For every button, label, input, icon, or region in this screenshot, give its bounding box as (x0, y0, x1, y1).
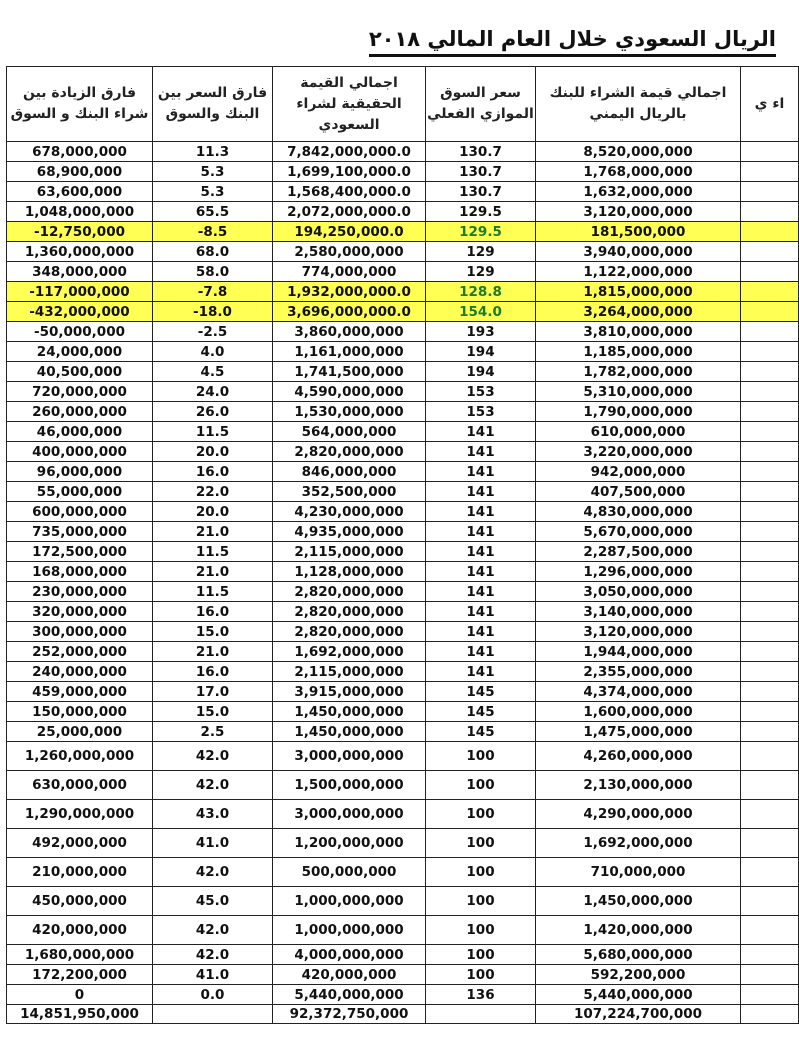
cell-real-value: 3,696,000,000.0 (273, 302, 426, 322)
cell-price-diff: 16.0 (153, 602, 273, 622)
cell-real-value: 2,820,000,000 (273, 622, 426, 642)
cell-increase-diff: -117,000,000 (7, 282, 153, 302)
cell-market-rate: 141 (426, 462, 536, 482)
total-market-rate (426, 1005, 536, 1024)
cell-real-value: 1,500,000,000 (273, 771, 426, 800)
cell-cut-column (741, 182, 799, 202)
cell-cut-column (741, 887, 799, 916)
cell-bank-total: 3,140,000,000 (536, 602, 741, 622)
cell-increase-diff: 1,048,000,000 (7, 202, 153, 222)
cell-real-value: 1,161,000,000 (273, 342, 426, 362)
cell-real-value: 2,580,000,000 (273, 242, 426, 262)
table-row (7, 582, 799, 602)
cell-price-diff: 20.0 (153, 442, 273, 462)
cell-price-diff: 20.0 (153, 502, 273, 522)
cell-cut-column (741, 382, 799, 402)
cell-market-rate: 136 (426, 985, 536, 1005)
table-row (7, 282, 799, 302)
cell-cut-column (741, 742, 799, 771)
cell-bank-total: 4,290,000,000 (536, 800, 741, 829)
cell-cut-column (741, 482, 799, 502)
cell-price-diff: 45.0 (153, 887, 273, 916)
cell-bank-total: 1,600,000,000 (536, 702, 741, 722)
cell-cut-column (741, 662, 799, 682)
cell-market-rate: 100 (426, 965, 536, 985)
cell-market-rate: 153 (426, 402, 536, 422)
cell-cut-column (741, 622, 799, 642)
cell-price-diff: -18.0 (153, 302, 273, 322)
cell-increase-diff: 24,000,000 (7, 342, 153, 362)
cell-bank-total: 3,940,000,000 (536, 242, 741, 262)
cell-market-rate: 128.8 (426, 282, 536, 302)
cell-market-rate: 141 (426, 542, 536, 562)
table-row (7, 985, 799, 1005)
cell-cut-column (741, 945, 799, 965)
cell-increase-diff: 400,000,000 (7, 442, 153, 462)
table-body (7, 142, 799, 1024)
cell-real-value: 1,530,000,000 (273, 402, 426, 422)
table-row (7, 402, 799, 422)
cell-price-diff: 42.0 (153, 858, 273, 887)
cell-cut-column (741, 602, 799, 622)
total-real-value: 92,372,750,000 (273, 1005, 426, 1024)
table-row (7, 142, 799, 162)
cell-bank-total: 592,200,000 (536, 965, 741, 985)
table-row (7, 742, 799, 771)
cell-price-diff: 21.0 (153, 642, 273, 662)
table-row (7, 482, 799, 502)
cell-increase-diff: 96,000,000 (7, 462, 153, 482)
cell-cut-column (741, 402, 799, 422)
cell-bank-total: 610,000,000 (536, 422, 741, 442)
table-row (7, 462, 799, 482)
cell-cut-column (741, 702, 799, 722)
cell-bank-total: 5,310,000,000 (536, 382, 741, 402)
cell-real-value: 5,440,000,000 (273, 985, 426, 1005)
cell-real-value: 3,000,000,000 (273, 800, 426, 829)
cell-cut-column (741, 322, 799, 342)
cell-market-rate: 141 (426, 642, 536, 662)
cell-cut-column (741, 985, 799, 1005)
cell-cut-column (741, 362, 799, 382)
cell-cut-column (741, 422, 799, 442)
cell-increase-diff: 348,000,000 (7, 262, 153, 282)
header-cut-column: اء ي (741, 67, 799, 142)
cell-increase-diff: 1,260,000,000 (7, 742, 153, 771)
cell-increase-diff: 1,680,000,000 (7, 945, 153, 965)
cell-increase-diff: 1,360,000,000 (7, 242, 153, 262)
cell-real-value: 1,932,000,000.0 (273, 282, 426, 302)
cell-price-diff: 16.0 (153, 662, 273, 682)
table-row (7, 622, 799, 642)
cell-market-rate: 100 (426, 945, 536, 965)
cell-increase-diff: -12,750,000 (7, 222, 153, 242)
cell-bank-total: 1,475,000,000 (536, 722, 741, 742)
cell-real-value: 1,200,000,000 (273, 829, 426, 858)
cell-increase-diff: 420,000,000 (7, 916, 153, 945)
cell-increase-diff: 735,000,000 (7, 522, 153, 542)
cell-bank-total: 2,287,500,000 (536, 542, 741, 562)
table-row (7, 542, 799, 562)
cell-cut-column (741, 162, 799, 182)
cell-real-value: 1,450,000,000 (273, 722, 426, 742)
cell-increase-diff: -432,000,000 (7, 302, 153, 322)
cell-bank-total: 8,520,000,000 (536, 142, 741, 162)
cell-cut-column (741, 202, 799, 222)
cell-price-diff: 4.0 (153, 342, 273, 362)
cell-real-value: 2,115,000,000 (273, 662, 426, 682)
cell-bank-total: 3,050,000,000 (536, 582, 741, 602)
table-row (7, 182, 799, 202)
table-row (7, 442, 799, 462)
cell-increase-diff: 600,000,000 (7, 502, 153, 522)
page-title (0, 24, 776, 60)
cell-real-value: 3,860,000,000 (273, 322, 426, 342)
cell-price-diff: 41.0 (153, 829, 273, 858)
header-real-value: اجمالي القيمة الحقيقية لشراء السعودي (273, 67, 426, 142)
cell-increase-diff: 720,000,000 (7, 382, 153, 402)
cell-price-diff: 68.0 (153, 242, 273, 262)
table-header-row (7, 67, 799, 142)
cell-cut-column (741, 829, 799, 858)
cell-increase-diff: 230,000,000 (7, 582, 153, 602)
cell-bank-total: 3,220,000,000 (536, 442, 741, 462)
table-row (7, 602, 799, 622)
cell-price-diff: 65.5 (153, 202, 273, 222)
cell-market-rate: 130.7 (426, 182, 536, 202)
cell-cut-column (741, 302, 799, 322)
cell-market-rate: 100 (426, 887, 536, 916)
cell-increase-diff: -50,000,000 (7, 322, 153, 342)
cell-bank-total: 1,420,000,000 (536, 916, 741, 945)
cell-cut-column (741, 262, 799, 282)
cell-market-rate: 100 (426, 742, 536, 771)
cell-real-value: 352,500,000 (273, 482, 426, 502)
cell-bank-total: 1,768,000,000 (536, 162, 741, 182)
total-price-diff (153, 1005, 273, 1024)
cell-real-value: 7,842,000,000.0 (273, 142, 426, 162)
cell-market-rate: 129.5 (426, 202, 536, 222)
cell-increase-diff: 252,000,000 (7, 642, 153, 662)
cell-price-diff: -7.8 (153, 282, 273, 302)
cell-price-diff: 15.0 (153, 622, 273, 642)
table-row (7, 562, 799, 582)
cell-market-rate: 100 (426, 858, 536, 887)
cell-bank-total: 710,000,000 (536, 858, 741, 887)
cell-bank-total: 407,500,000 (536, 482, 741, 502)
cell-market-rate: 141 (426, 662, 536, 682)
cell-cut-column (741, 222, 799, 242)
cell-increase-diff: 168,000,000 (7, 562, 153, 582)
page-title-text: الريال السعودي خلال العام المالي ٢٠١٨ (369, 24, 776, 57)
cell-increase-diff: 55,000,000 (7, 482, 153, 502)
cell-increase-diff: 240,000,000 (7, 662, 153, 682)
cell-real-value: 1,128,000,000 (273, 562, 426, 582)
cell-bank-total: 3,120,000,000 (536, 622, 741, 642)
table-row (7, 722, 799, 742)
cell-cut-column (741, 242, 799, 262)
cell-price-diff: -2.5 (153, 322, 273, 342)
cell-market-rate: 141 (426, 522, 536, 542)
cell-price-diff: 11.3 (153, 142, 273, 162)
cell-market-rate: 194 (426, 362, 536, 382)
cell-cut-column (741, 562, 799, 582)
cell-price-diff: 21.0 (153, 562, 273, 582)
cell-real-value: 420,000,000 (273, 965, 426, 985)
cell-market-rate: 145 (426, 722, 536, 742)
table-row (7, 502, 799, 522)
cell-price-diff: 4.5 (153, 362, 273, 382)
cell-increase-diff: 172,500,000 (7, 542, 153, 562)
table-row (7, 945, 799, 965)
cell-increase-diff: 1,290,000,000 (7, 800, 153, 829)
table-row (7, 362, 799, 382)
table-row (7, 302, 799, 322)
cell-bank-total: 1,790,000,000 (536, 402, 741, 422)
cell-market-rate: 141 (426, 422, 536, 442)
cell-real-value: 4,230,000,000 (273, 502, 426, 522)
cell-real-value: 2,820,000,000 (273, 442, 426, 462)
cell-real-value: 1,568,400,000.0 (273, 182, 426, 202)
table-row (7, 422, 799, 442)
cell-real-value: 4,000,000,000 (273, 945, 426, 965)
total-bank-total: 107,224,700,000 (536, 1005, 741, 1024)
total-cut-column (741, 1005, 799, 1024)
cell-market-rate: 145 (426, 702, 536, 722)
cell-bank-total: 1,296,000,000 (536, 562, 741, 582)
cell-bank-total: 4,830,000,000 (536, 502, 741, 522)
cell-real-value: 774,000,000 (273, 262, 426, 282)
cell-market-rate: 100 (426, 829, 536, 858)
cell-cut-column (741, 642, 799, 662)
cell-real-value: 2,820,000,000 (273, 602, 426, 622)
cell-real-value: 3,000,000,000 (273, 742, 426, 771)
cell-market-rate: 194 (426, 342, 536, 362)
cell-market-rate: 130.7 (426, 142, 536, 162)
cell-market-rate: 100 (426, 800, 536, 829)
cell-market-rate: 153 (426, 382, 536, 402)
table-row (7, 322, 799, 342)
cell-bank-total: 3,810,000,000 (536, 322, 741, 342)
table-row (7, 771, 799, 800)
table-row (7, 887, 799, 916)
cell-increase-diff: 459,000,000 (7, 682, 153, 702)
cell-real-value: 2,115,000,000 (273, 542, 426, 562)
cell-market-rate: 141 (426, 502, 536, 522)
cell-real-value: 1,699,100,000.0 (273, 162, 426, 182)
cell-increase-diff: 320,000,000 (7, 602, 153, 622)
cell-market-rate: 129 (426, 242, 536, 262)
cell-real-value: 2,820,000,000 (273, 582, 426, 602)
cell-bank-total: 942,000,000 (536, 462, 741, 482)
cell-market-rate: 141 (426, 622, 536, 642)
table-row (7, 522, 799, 542)
cell-cut-column (741, 522, 799, 542)
cell-cut-column (741, 342, 799, 362)
cell-increase-diff: 678,000,000 (7, 142, 153, 162)
cell-market-rate: 129.5 (426, 222, 536, 242)
cell-price-diff: 42.0 (153, 771, 273, 800)
cell-real-value: 194,250,000.0 (273, 222, 426, 242)
cell-real-value: 1,450,000,000 (273, 702, 426, 722)
cell-cut-column (741, 282, 799, 302)
cell-bank-total: 5,670,000,000 (536, 522, 741, 542)
cell-increase-diff: 450,000,000 (7, 887, 153, 916)
cell-price-diff: 58.0 (153, 262, 273, 282)
cell-real-value: 500,000,000 (273, 858, 426, 887)
cell-cut-column (741, 542, 799, 562)
cell-bank-total: 1,692,000,000 (536, 829, 741, 858)
table-row (7, 965, 799, 985)
cell-market-rate: 141 (426, 602, 536, 622)
table-row (7, 662, 799, 682)
cell-real-value: 3,915,000,000 (273, 682, 426, 702)
cell-increase-diff: 300,000,000 (7, 622, 153, 642)
cell-real-value: 1,741,500,000 (273, 362, 426, 382)
cell-market-rate: 141 (426, 562, 536, 582)
cell-bank-total: 181,500,000 (536, 222, 741, 242)
cell-cut-column (741, 142, 799, 162)
table-row (7, 342, 799, 362)
cell-cut-column (741, 722, 799, 742)
cell-bank-total: 1,450,000,000 (536, 887, 741, 916)
cell-bank-total: 1,782,000,000 (536, 362, 741, 382)
totals-row (7, 1005, 799, 1024)
cell-market-rate: 130.7 (426, 162, 536, 182)
cell-market-rate: 141 (426, 582, 536, 602)
cell-increase-diff: 25,000,000 (7, 722, 153, 742)
table-row (7, 642, 799, 662)
cell-increase-diff: 630,000,000 (7, 771, 153, 800)
cell-bank-total: 5,680,000,000 (536, 945, 741, 965)
cell-cut-column (741, 502, 799, 522)
table-row (7, 702, 799, 722)
cell-market-rate: 100 (426, 771, 536, 800)
cell-cut-column (741, 582, 799, 602)
cell-price-diff: 5.3 (153, 182, 273, 202)
table-row (7, 858, 799, 887)
cell-bank-total: 1,815,000,000 (536, 282, 741, 302)
table-row (7, 916, 799, 945)
cell-increase-diff: 150,000,000 (7, 702, 153, 722)
table-row (7, 222, 799, 242)
cell-price-diff: 15.0 (153, 702, 273, 722)
cell-price-diff: 16.0 (153, 462, 273, 482)
cell-real-value: 846,000,000 (273, 462, 426, 482)
cell-price-diff: 26.0 (153, 402, 273, 422)
cell-market-rate: 141 (426, 442, 536, 462)
cell-increase-diff: 46,000,000 (7, 422, 153, 442)
header-increase-diff: فارق الزيادة بين شراء البنك و السوق (7, 67, 153, 142)
cell-cut-column (741, 858, 799, 887)
cell-real-value: 1,692,000,000 (273, 642, 426, 662)
cell-price-diff: 0.0 (153, 985, 273, 1005)
cell-market-rate: 141 (426, 482, 536, 502)
cell-market-rate: 100 (426, 916, 536, 945)
cell-price-diff: 17.0 (153, 682, 273, 702)
cell-market-rate: 145 (426, 682, 536, 702)
cell-market-rate: 193 (426, 322, 536, 342)
header-bank-total: اجمالي قيمة الشراء للبنك بالريال اليمني (536, 67, 741, 142)
cell-bank-total: 3,264,000,000 (536, 302, 741, 322)
cell-price-diff: 22.0 (153, 482, 273, 502)
cell-price-diff: 2.5 (153, 722, 273, 742)
cell-cut-column (741, 442, 799, 462)
cell-price-diff: 11.5 (153, 422, 273, 442)
cell-price-diff: 41.0 (153, 965, 273, 985)
cell-price-diff: 5.3 (153, 162, 273, 182)
cell-cut-column (741, 800, 799, 829)
cell-real-value: 2,072,000,000.0 (273, 202, 426, 222)
table-row (7, 829, 799, 858)
cell-bank-total: 3,120,000,000 (536, 202, 741, 222)
table-row (7, 800, 799, 829)
cell-bank-total: 1,944,000,000 (536, 642, 741, 662)
cell-increase-diff: 172,200,000 (7, 965, 153, 985)
cell-market-rate: 154.0 (426, 302, 536, 322)
cell-real-value: 1,000,000,000 (273, 916, 426, 945)
cell-real-value: 4,590,000,000 (273, 382, 426, 402)
cell-increase-diff: 492,000,000 (7, 829, 153, 858)
cell-real-value: 564,000,000 (273, 422, 426, 442)
cell-increase-diff: 68,900,000 (7, 162, 153, 182)
cell-price-diff: 24.0 (153, 382, 273, 402)
cell-bank-total: 4,260,000,000 (536, 742, 741, 771)
cell-real-value: 4,935,000,000 (273, 522, 426, 542)
cell-cut-column (741, 916, 799, 945)
header-price-diff: فارق السعر بين البنك والسوق (153, 67, 273, 142)
cell-price-diff: 11.5 (153, 542, 273, 562)
cell-price-diff: 42.0 (153, 916, 273, 945)
cell-bank-total: 4,374,000,000 (536, 682, 741, 702)
header-market-rate: سعر السوق الموازي الفعلي (426, 67, 536, 142)
cell-price-diff: -8.5 (153, 222, 273, 242)
table-row (7, 382, 799, 402)
cell-price-diff: 43.0 (153, 800, 273, 829)
cell-price-diff: 11.5 (153, 582, 273, 602)
cell-bank-total: 2,130,000,000 (536, 771, 741, 800)
cell-bank-total: 1,122,000,000 (536, 262, 741, 282)
cell-cut-column (741, 682, 799, 702)
cell-bank-total: 1,632,000,000 (536, 182, 741, 202)
cell-price-diff: 42.0 (153, 742, 273, 771)
total-increase-diff: 14,851,950,000 (7, 1005, 153, 1024)
cell-increase-diff: 210,000,000 (7, 858, 153, 887)
cell-increase-diff: 63,600,000 (7, 182, 153, 202)
table-row (7, 162, 799, 182)
cell-bank-total: 1,185,000,000 (536, 342, 741, 362)
table-row (7, 202, 799, 222)
cell-cut-column (741, 771, 799, 800)
cell-increase-diff: 260,000,000 (7, 402, 153, 422)
table-row (7, 262, 799, 282)
cell-real-value: 1,000,000,000 (273, 887, 426, 916)
table-row (7, 682, 799, 702)
cell-cut-column (741, 965, 799, 985)
table-row (7, 242, 799, 262)
cell-bank-total: 2,355,000,000 (536, 662, 741, 682)
exchange-table (6, 66, 799, 1024)
cell-cut-column (741, 462, 799, 482)
cell-market-rate: 129 (426, 262, 536, 282)
cell-increase-diff: 0 (7, 985, 153, 1005)
cell-bank-total: 5,440,000,000 (536, 985, 741, 1005)
cell-price-diff: 42.0 (153, 945, 273, 965)
cell-price-diff: 21.0 (153, 522, 273, 542)
cell-increase-diff: 40,500,000 (7, 362, 153, 382)
